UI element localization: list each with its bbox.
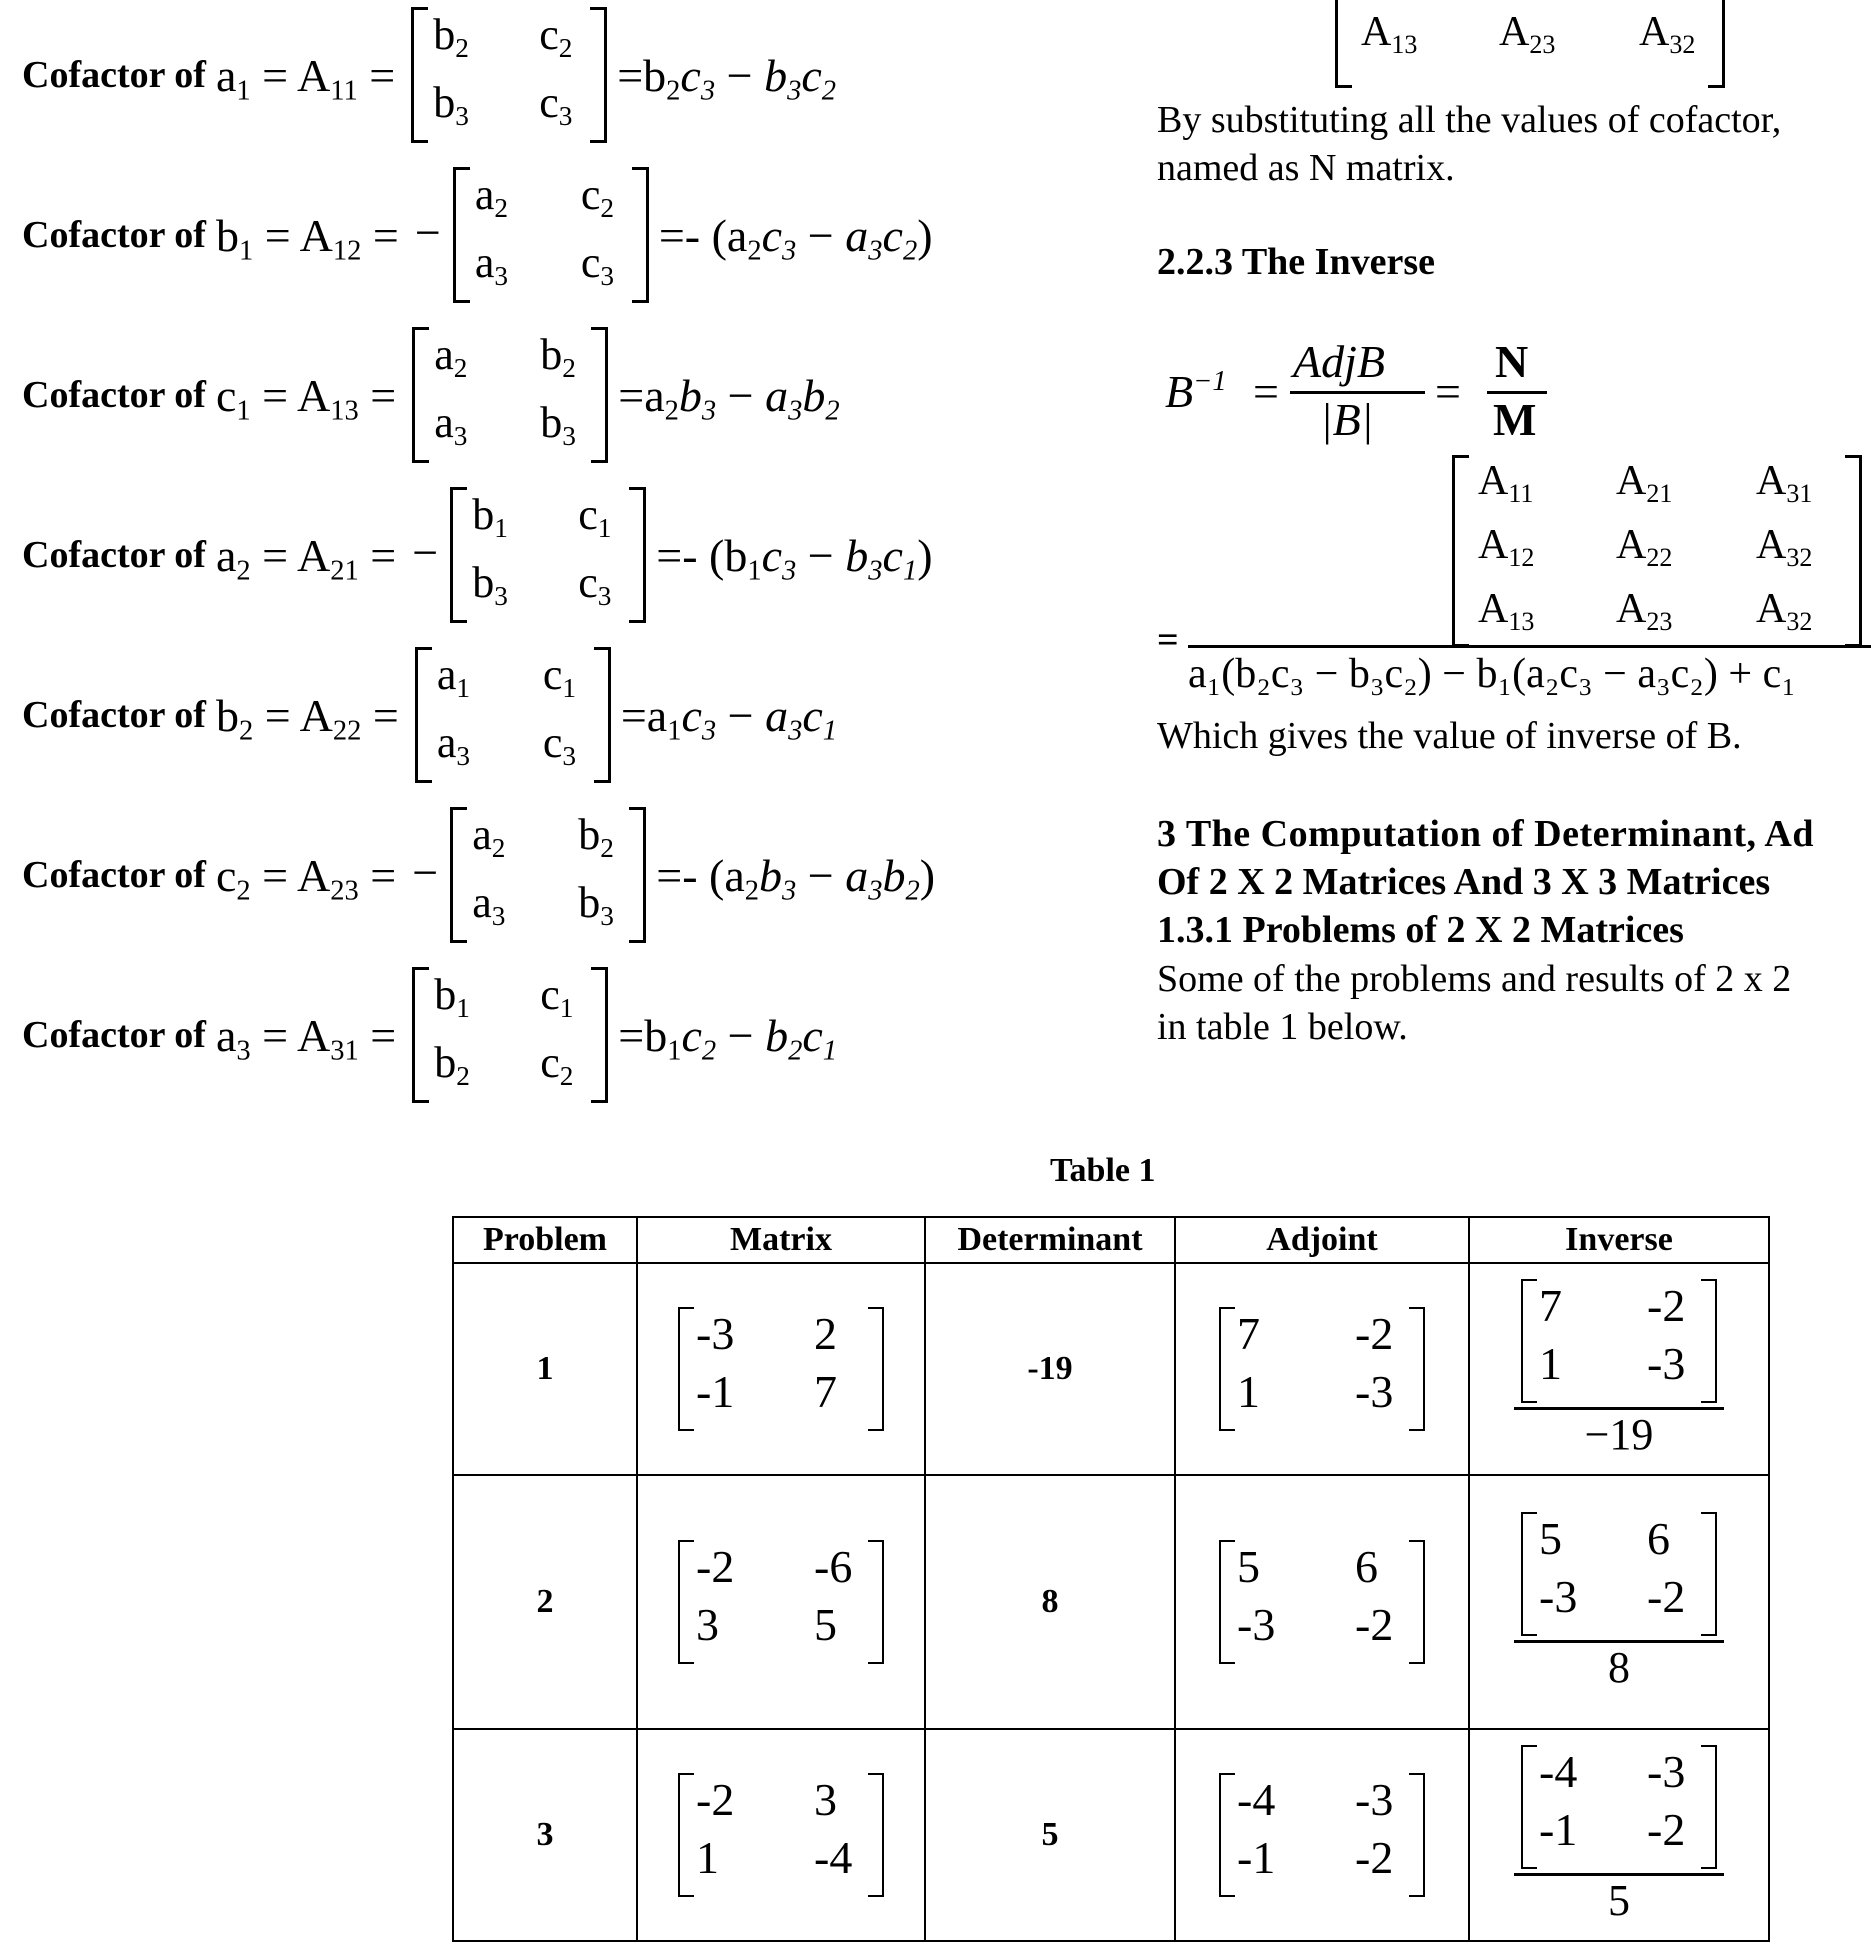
formula-den: |B| — [1320, 394, 1374, 445]
right-bracket — [629, 487, 646, 623]
right-bracket — [1409, 1307, 1425, 1431]
cofactor-lhs: $b_2 = A_{22}$ = — [215, 689, 399, 747]
cofactor-lhs: $a_3 = A_{31}$ = — [215, 1009, 397, 1067]
cofactor-result: =- $(b_1c_3 - b_3c_1)$ — [656, 529, 933, 587]
adjoint-3x3-matrix — [1452, 455, 1862, 647]
adjoint-2x2 — [1219, 1307, 1425, 1431]
left-bracket — [412, 967, 429, 1103]
cell-determinant: 5 — [925, 1729, 1175, 1941]
cofactor-result: $=a_2b_3 - a_3b_2$ — [618, 369, 840, 427]
cell-problem: 3 — [453, 1729, 637, 1941]
equals: = — [1253, 366, 1279, 417]
results-table — [452, 1216, 1770, 1942]
right-bracket — [1708, 0, 1725, 88]
left-bracket — [1452, 455, 1469, 647]
matrix-cell: $b_3$ — [433, 78, 469, 132]
matrix-value: 1 — [696, 1832, 719, 1883]
left-bracket — [1521, 1279, 1537, 1403]
matrix-value: -2 — [1355, 1832, 1394, 1883]
matrix-cell: $b_2$ — [434, 1038, 470, 1092]
matrix-cell: $b_2$ — [433, 10, 469, 64]
section-heading-131: 1.3.1 Problems of 2 X 2 Matrices — [1157, 909, 1684, 951]
matrix-cell: $b_1$ — [472, 490, 508, 544]
matrix-cell: $c_2$ — [580, 170, 614, 224]
matrix-entry: $A_{32}$ — [1639, 9, 1696, 59]
left-bracket — [1219, 1540, 1235, 1664]
header-determinant: Determinant — [925, 1217, 1175, 1263]
matrix-entry: $A_{32}$ — [1756, 522, 1813, 572]
cofactor-lhs: $c_2 = A_{23}$ = — [215, 849, 397, 907]
cofactor-row — [22, 0, 836, 150]
matrix-entry: $A_{11}$ — [1478, 458, 1534, 508]
cofactor-row — [22, 960, 837, 1110]
matrix-value: 7 — [814, 1366, 837, 1417]
para-substituting-2: named as N matrix. — [1157, 147, 1455, 189]
matrix-cell: $a_2$ — [472, 810, 506, 864]
matrix-value: -2 — [1647, 1803, 1686, 1855]
inverse-fraction — [1470, 1512, 1768, 1693]
cofactor-row — [22, 640, 837, 790]
matrix-value: -2 — [1647, 1570, 1686, 1622]
matrix-value: -3 — [1539, 1570, 1578, 1622]
matrix-2x2 — [678, 1773, 884, 1897]
matrix-value: 6 — [1355, 1541, 1378, 1592]
cofactor-lhs: $a_1 = A_{11}$ = — [215, 49, 396, 107]
minor-matrix — [412, 487, 646, 623]
cell-inverse — [1469, 1263, 1769, 1475]
inverse-2x2 — [1521, 1512, 1717, 1636]
inverse-denominator: 8 — [1608, 1642, 1630, 1692]
cell-matrix — [637, 1729, 925, 1941]
right-bracket — [629, 807, 646, 943]
cofactor-label: Cofactor of — [22, 1014, 206, 1056]
header-adjoint: Adjoint — [1175, 1217, 1469, 1263]
para-substituting-1: By substituting all the values of cofactor, — [1157, 99, 1782, 141]
matrix-cell: $b_3$ — [578, 878, 614, 932]
matrix-value: -1 — [1539, 1803, 1578, 1855]
formula-num2: N — [1495, 336, 1529, 387]
cofactor-label: Cofactor of — [22, 854, 206, 896]
left-bracket — [678, 1307, 694, 1431]
left-bracket — [678, 1540, 694, 1664]
inverse-denominator: a₁(b₂c₃ − b₃c₂) − b₁(a₂c₃ − a₃c₂) + c₁ — [1188, 651, 1796, 697]
inverse-2x2 — [1521, 1279, 1717, 1403]
cofactor-label: Cofactor of — [22, 694, 206, 736]
matrix-value: 5 — [1539, 1512, 1562, 1564]
matrix-value: -4 — [1237, 1774, 1276, 1825]
table-row — [453, 1729, 1769, 1941]
table-row — [453, 1263, 1769, 1475]
minus-sign: − — [412, 526, 439, 578]
equals-bold: = — [1157, 619, 1179, 661]
matrix-value: -1 — [1237, 1832, 1276, 1883]
matrix-cell: $c_1$ — [542, 650, 576, 704]
cofactor-result: $=b_2c_3 - b_3c_2$ — [617, 49, 837, 107]
matrix-cell: $c_3$ — [578, 558, 612, 612]
cell-inverse — [1469, 1729, 1769, 1941]
matrix-value: -2 — [696, 1541, 735, 1592]
matrix-entry: $A_{23}$ — [1616, 586, 1673, 636]
cell-adjoint — [1175, 1475, 1469, 1729]
minor-matrix — [412, 807, 646, 943]
matrix-value: 2 — [814, 1308, 837, 1359]
cell-matrix — [637, 1475, 925, 1729]
matrix-value: 5 — [814, 1599, 837, 1650]
matrix-cell: $a_3$ — [472, 878, 506, 932]
left-bracket — [453, 167, 470, 303]
minor-matrix — [412, 327, 608, 463]
cofactor-result: =- $(a_2c_3 - a_3c_2)$ — [658, 209, 933, 267]
matrix-cell: $c_2$ — [540, 1038, 574, 1092]
left-bracket — [1521, 1512, 1537, 1636]
header-problem: Problem — [453, 1217, 637, 1263]
cell-adjoint — [1175, 1729, 1469, 1941]
matrix-entry: $A_{13}$ — [1478, 586, 1535, 636]
para-which-gives: Which gives the value of inverse of B. — [1157, 715, 1742, 757]
cofactor-label: Cofactor of — [22, 214, 206, 256]
right-bracket — [591, 967, 608, 1103]
cofactor-lhs: $b_1 = A_{12}$ = — [215, 209, 399, 267]
right-bracket — [632, 167, 649, 303]
table-header-row — [453, 1217, 1769, 1263]
table-caption: Table 1 — [1050, 1152, 1156, 1189]
matrix-cell: $c_1$ — [540, 970, 574, 1024]
minus-sign: − — [412, 846, 439, 898]
minus-sign: − — [414, 206, 441, 258]
cofactor-row — [22, 480, 933, 630]
cofactor-label: Cofactor of — [22, 374, 206, 416]
matrix-2x2 — [678, 1307, 884, 1431]
matrix-value: 7 — [1539, 1279, 1562, 1331]
cofactor-lhs: $c_1 = A_{13}$ = — [215, 369, 397, 427]
matrix-value: 6 — [1647, 1512, 1670, 1564]
header-inverse: Inverse — [1469, 1217, 1769, 1263]
matrix-value: -1 — [696, 1366, 735, 1417]
matrix-cell: $c_2$ — [539, 10, 573, 64]
matrix-cell: $a_2$ — [474, 170, 508, 224]
cell-determinant: -19 — [925, 1263, 1175, 1475]
matrix-value: -2 — [1355, 1308, 1394, 1359]
cell-problem: 1 — [453, 1263, 637, 1475]
left-bracket — [411, 7, 428, 143]
matrix-value: 3 — [696, 1599, 719, 1650]
matrix-value: 3 — [814, 1774, 837, 1825]
left-bracket — [1219, 1307, 1235, 1431]
inverse-denominator: −19 — [1584, 1409, 1654, 1459]
cell-problem: 2 — [453, 1475, 637, 1729]
matrix-cell: $b_2$ — [578, 810, 614, 864]
cofactor-row — [22, 320, 840, 470]
adjoint-2x2 — [1219, 1773, 1425, 1897]
right-bracket — [1409, 1540, 1425, 1664]
adjoint-2x2 — [1219, 1540, 1425, 1664]
right-bracket — [594, 647, 611, 783]
formula-lhs: $B^{-1}$ — [1165, 365, 1227, 417]
matrix-entry: $A_{22}$ — [1616, 522, 1673, 572]
top-partial-matrix — [1335, 0, 1725, 88]
formula-den2: M — [1493, 394, 1537, 445]
matrix-cell: $c_3$ — [539, 78, 573, 132]
right-bracket — [1701, 1745, 1717, 1869]
matrix-value: -3 — [696, 1308, 735, 1359]
matrix-value: 1 — [1237, 1366, 1260, 1417]
matrix-value: -2 — [696, 1774, 735, 1825]
inverse-2x2 — [1521, 1745, 1717, 1869]
matrix-cell: $a_3$ — [434, 398, 468, 452]
minor-matrix — [414, 167, 649, 303]
equals-2: = — [1435, 366, 1461, 417]
right-bracket — [868, 1540, 884, 1664]
matrix-value: -4 — [1539, 1745, 1578, 1797]
matrix-cell: $c_1$ — [578, 490, 612, 544]
matrix-value: -3 — [1355, 1774, 1394, 1825]
matrix-cell: $a_1$ — [436, 650, 470, 704]
minor-matrix — [415, 647, 611, 783]
matrix-entry: $A_{23}$ — [1499, 9, 1556, 59]
left-bracket — [1219, 1773, 1235, 1897]
cofactor-result: $=a_1c_3 - a_3c_1$ — [620, 689, 838, 747]
left-bracket — [415, 647, 432, 783]
inverse-formula — [1165, 335, 1565, 445]
matrix-cell: $a_2$ — [434, 330, 468, 384]
right-bracket — [1701, 1279, 1717, 1403]
cofactor-row — [22, 160, 933, 310]
cofactor-row — [22, 800, 935, 950]
left-bracket — [1335, 0, 1352, 88]
left-bracket — [450, 487, 467, 623]
matrix-cell: $a_3$ — [436, 718, 470, 772]
matrix-cell: $c_3$ — [580, 238, 614, 292]
right-bracket — [868, 1773, 884, 1897]
right-bracket — [1701, 1512, 1717, 1636]
right-bracket — [1845, 455, 1862, 647]
matrix-entry: $A_{12}$ — [1478, 522, 1535, 572]
cell-matrix — [637, 1263, 925, 1475]
section3-heading-2: Of 2 X 2 Matrices And 3 X 3 Matrices — [1157, 861, 1771, 903]
matrix-cell: $c_3$ — [542, 718, 576, 772]
matrix-value: 5 — [1237, 1541, 1260, 1592]
cell-determinant: 8 — [925, 1475, 1175, 1729]
right-bracket — [590, 7, 607, 143]
matrix-cell: $a_3$ — [474, 238, 508, 292]
inverse-fraction — [1470, 1279, 1768, 1460]
section-heading-223: 2.2.3 The Inverse — [1157, 241, 1435, 283]
left-bracket — [450, 807, 467, 943]
matrix-value: -3 — [1355, 1366, 1394, 1417]
matrix-2x2 — [678, 1540, 884, 1664]
matrix-value: -2 — [1355, 1599, 1394, 1650]
inverse-fraction — [1470, 1745, 1768, 1926]
minor-matrix — [412, 967, 608, 1103]
left-bracket — [678, 1773, 694, 1897]
right-bracket — [868, 1307, 884, 1431]
matrix-value: -4 — [814, 1832, 853, 1883]
cell-adjoint — [1175, 1263, 1469, 1475]
header-matrix: Matrix — [637, 1217, 925, 1263]
matrix-cell: $b_3$ — [472, 558, 508, 612]
matrix-value: 7 — [1237, 1308, 1260, 1359]
formula-num: AdjB — [1293, 336, 1385, 387]
matrix-cell: $b_1$ — [434, 970, 470, 1024]
matrix-entry: $A_{21}$ — [1616, 458, 1673, 508]
matrix-value: -3 — [1237, 1599, 1276, 1650]
left-bracket — [1521, 1745, 1537, 1869]
big-fraction-line — [1188, 645, 1871, 648]
matrix-entry: $A_{32}$ — [1756, 586, 1813, 636]
matrix-value: 1 — [1539, 1337, 1562, 1389]
cofactor-result: $=b_1c_2 - b_2c_1$ — [618, 1009, 838, 1067]
cofactor-label: Cofactor of — [22, 534, 206, 576]
para-problems-1: Some of the problems and results of 2 x 2 — [1157, 958, 1792, 1000]
matrix-value: -2 — [1647, 1279, 1686, 1331]
right-bracket — [1409, 1773, 1425, 1897]
cofactor-label: Cofactor of — [22, 54, 206, 96]
right-bracket — [591, 327, 608, 463]
section3-heading-1: 3 The Computation of Determinant, Ad — [1157, 813, 1814, 855]
matrix-value: -6 — [814, 1541, 853, 1592]
cell-inverse — [1469, 1475, 1769, 1729]
matrix-value: -3 — [1647, 1337, 1686, 1389]
minor-matrix — [411, 7, 607, 143]
para-problems-2: in table 1 below. — [1157, 1006, 1408, 1048]
matrix-value: -3 — [1647, 1745, 1686, 1797]
cofactor-result: =- $(a_2b_3 - a_3b_2)$ — [656, 849, 936, 907]
inverse-denominator: 5 — [1608, 1875, 1630, 1925]
matrix-entry: $A_{31}$ — [1756, 458, 1813, 508]
matrix-entry: $A_{13}$ — [1361, 9, 1418, 59]
left-bracket — [412, 327, 429, 463]
table-row — [453, 1475, 1769, 1729]
cofactor-lhs: $a_2 = A_{21}$ = — [215, 529, 397, 587]
matrix-cell: $b_3$ — [540, 398, 576, 452]
matrix-cell: $b_2$ — [540, 330, 576, 384]
